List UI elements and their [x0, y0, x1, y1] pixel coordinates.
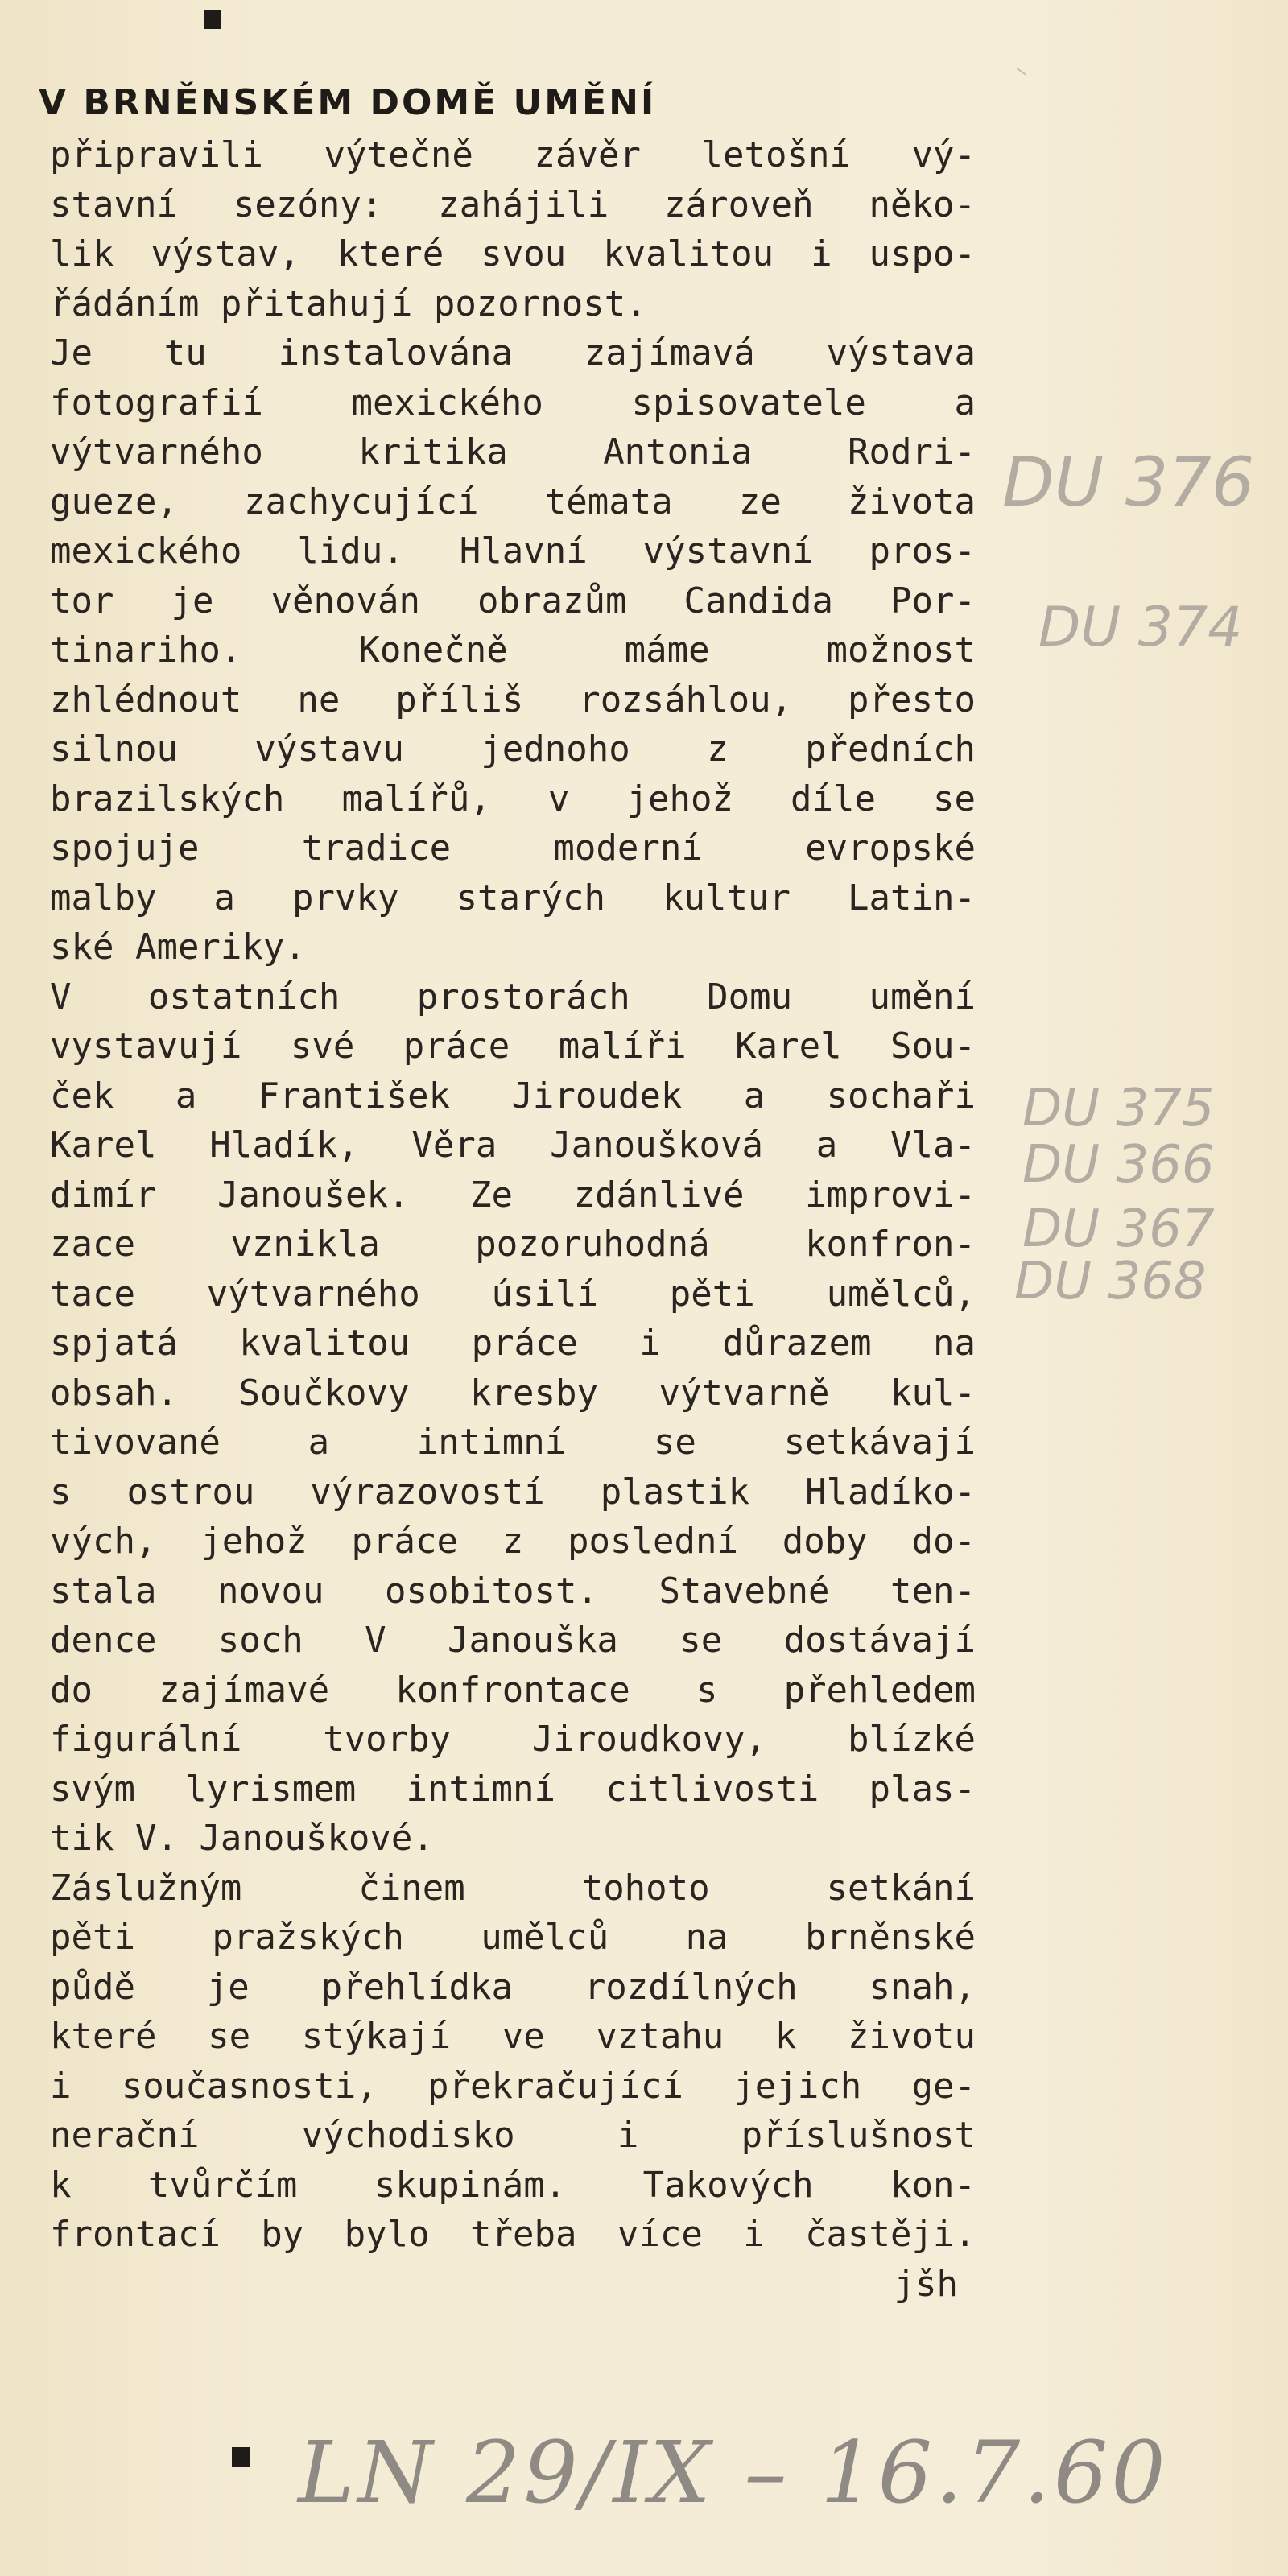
headline: V BRNĚNSKÉM DOMĚ UMĚNÍ [39, 82, 657, 123]
text-line: stavní sezóny: zahájili zároveň něko- [50, 184, 976, 225]
text-line: tace výtvarného úsilí pěti umělců, [50, 1273, 976, 1315]
text-line: figurální tvorby Jiroudkovy, blízké [50, 1719, 976, 1760]
text-line: dimír Janoušek. Ze zdánlivé improvi- [50, 1174, 976, 1216]
text-line: vých, jehož práce z poslední doby do- [50, 1521, 976, 1562]
black-square-marker [204, 10, 221, 29]
text-line: zace vznikla pozoruhodná konfron- [50, 1224, 976, 1265]
text-line: s ostrou výrazovostí plastik Hladíko- [50, 1471, 976, 1513]
signature: jšh [894, 2263, 958, 2305]
text-line: tik V. Janouškové. [50, 1818, 434, 1859]
text-line: půdě je přehlídka rozdílných snah, [50, 1966, 976, 2008]
pencil-annotation: DU 375 [1022, 1079, 1215, 1138]
text-line: pěti pražských umělců na brněnské [50, 1917, 976, 1958]
text-line: gueze, zachycující témata ze života [50, 481, 976, 522]
pencil-annotation: DU 376 [1002, 443, 1255, 522]
text-line: frontací by bylo třeba více i častěji. [50, 2214, 976, 2255]
text-line: ček a František Jiroudek a sochaři [50, 1075, 976, 1117]
pencil-annotation: DU 366 [1022, 1135, 1215, 1195]
text-line: fotografií mexického spisovatele a [50, 382, 976, 423]
text-line: i současnosti, překračující jejich ge- [50, 2065, 976, 2107]
paper-mark [1017, 68, 1027, 76]
text-line: dence soch V Janouška se dostávají [50, 1620, 976, 1661]
pencil-annotation: DU 374 [1038, 596, 1243, 659]
text-line: brazilských malířů, v jehož díle se [50, 778, 976, 819]
text-line: tor je věnován obrazům Candida Por- [50, 580, 976, 621]
pencil-annotation: DU 368 [1014, 1252, 1207, 1311]
text-line: svým lyrismem intimní citlivosti plas- [50, 1768, 976, 1810]
article-body [50, 130, 976, 2309]
text-line: malby a prvky starých kultur Latin- [50, 877, 976, 919]
text-line: stala novou osobitost. Stavebné ten- [50, 1570, 976, 1612]
text-line: připravili výtečně závěr letošní vý- [50, 134, 976, 175]
text-line: k tvůrčím skupinám. Takových kon- [50, 2164, 976, 2206]
text-line: tinariho. Konečně máme možnost [50, 630, 976, 671]
text-line: Karel Hladík, Věra Janoušková a Vla- [50, 1125, 976, 1166]
text-line: které se stýkají ve vztahu k životu [50, 2016, 976, 2057]
text-line: vystavují své práce malíři Karel Sou- [50, 1026, 976, 1067]
text-line: ské Ameriky. [50, 927, 306, 968]
pencil-annotation: DU 367 [1022, 1199, 1215, 1259]
handwritten-source-note: LN 29/IX – 16.7.60 [298, 2423, 1169, 2522]
text-line: tivované a intimní se setkávají [50, 1422, 976, 1463]
text-line: zhlédnout ne příliš rozsáhlou, přesto [50, 679, 976, 720]
text-line: obsah. Součkovy kresby výtvarně kul- [50, 1372, 976, 1414]
text-line: lik výstav, které svou kvalitou i uspo- [50, 233, 976, 275]
text-line: V ostatních prostorách Domu umění [50, 976, 976, 1018]
text-line: mexického lidu. Hlavní výstavní pros- [50, 530, 976, 572]
text-line: silnou výstavu jednoho z předních [50, 729, 976, 770]
text-line: do zajímavé konfrontace s přehledem [50, 1669, 976, 1711]
text-line: řádáním přitahují pozornost. [50, 283, 647, 324]
text-line: spjatá kvalitou práce i důrazem na [50, 1323, 976, 1364]
text-line: Záslužným činem tohoto setkání [50, 1867, 976, 1909]
black-square-marker [232, 2447, 250, 2467]
text-line: Je tu instalována zajímavá výstava [50, 332, 976, 374]
text-line: výtvarného kritika Antonia Rodri- [50, 431, 976, 473]
text-line: spojuje tradice moderní evropské [50, 828, 976, 869]
text-line: nerační východisko i příslušnost [50, 2115, 976, 2156]
